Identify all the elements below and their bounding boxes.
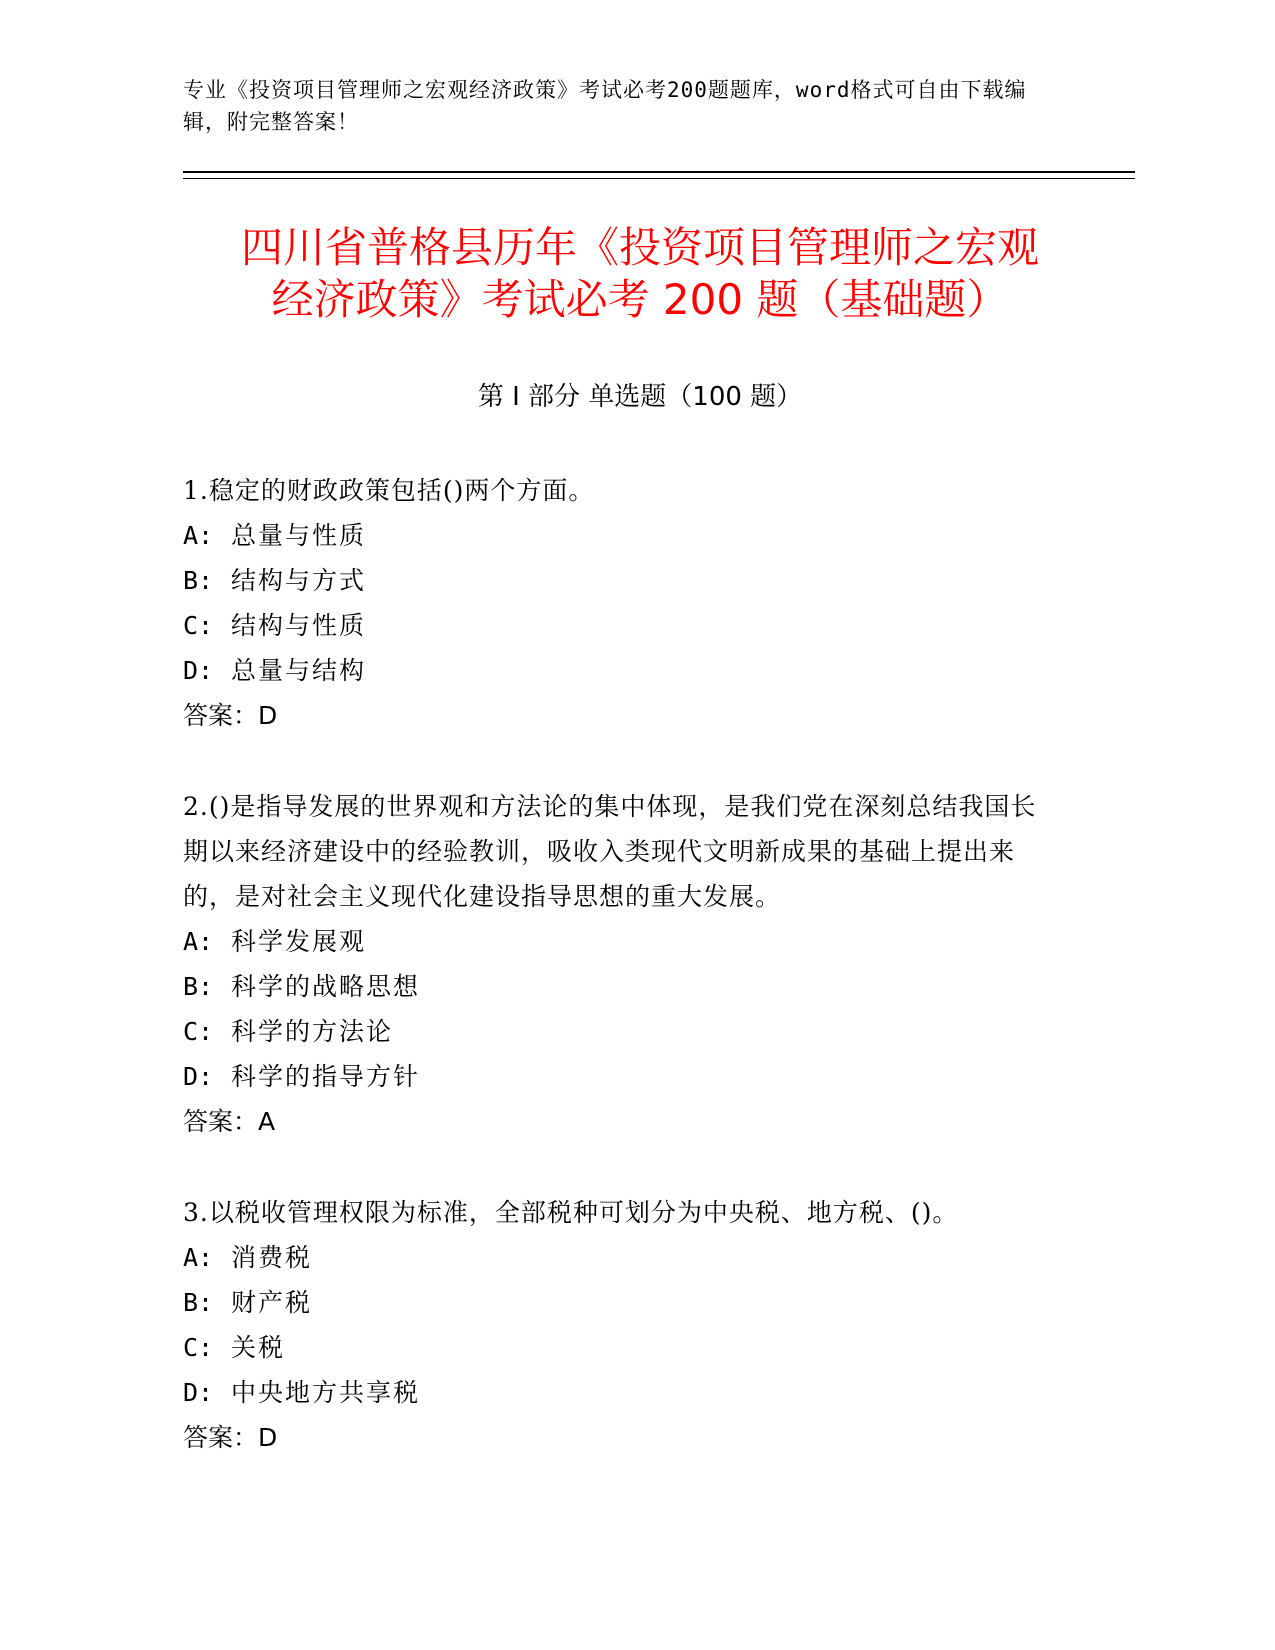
answer-line: 答案：A	[183, 1107, 276, 1136]
option-text: 科学发展观	[231, 927, 367, 956]
option-b	[183, 964, 1053, 1009]
option-text: 消费税	[231, 1243, 313, 1272]
document-title	[180, 222, 1100, 326]
option-letter: A:	[183, 1243, 214, 1272]
option-text: 关税	[231, 1333, 286, 1362]
option-letter: B:	[183, 972, 214, 1001]
option-text: 科学的方法论	[231, 1017, 394, 1046]
option-text: 总量与性质	[231, 521, 367, 550]
option-a	[183, 513, 1053, 558]
header-rule-thin	[183, 178, 1135, 179]
section-title: 第 I 部分 单选题（100 题）	[477, 382, 803, 412]
header-rule-thick	[183, 171, 1135, 173]
option-text: 科学的指导方针	[231, 1062, 421, 1091]
question-3	[183, 1190, 1053, 1460]
option-text: 总量与结构	[231, 656, 367, 685]
option-text: 结构与方式	[231, 566, 367, 595]
option-d	[183, 648, 1053, 693]
option-text: 财产税	[231, 1288, 313, 1317]
answer-line: 答案：D	[183, 1423, 278, 1452]
document-title-line-2: 经济政策》考试必考 200 题（基础题）	[271, 275, 1009, 324]
question-stem: 2.()是指导发展的世界观和方法论的集中体现，是我们党在深刻总结我国长期以来经济建设中的经验教训，吸收入类现代文明新成果的基础上提出来的，是对社会主义现代化建设指导思想的重大发展。	[183, 792, 1037, 911]
option-letter: C:	[183, 611, 214, 640]
option-letter: A:	[183, 927, 214, 956]
document-title-line-1: 四川省普格县历年《投资项目管理师之宏观	[240, 223, 1039, 272]
option-letter: D:	[183, 656, 214, 685]
option-c	[183, 603, 1053, 648]
question-1	[183, 468, 1053, 738]
option-letter: C:	[183, 1017, 214, 1046]
option-letter: C:	[183, 1333, 214, 1362]
option-c	[183, 1325, 1053, 1370]
option-text: 科学的战略思想	[231, 972, 421, 1001]
option-b	[183, 558, 1053, 603]
option-text: 结构与性质	[231, 611, 367, 640]
option-letter: A:	[183, 521, 214, 550]
answer-line: 答案：D	[183, 701, 278, 730]
header-note: 专业《投资项目管理师之宏观经济政策》考试必考200题题库，word格式可自由下载编辑，附完整答案！	[183, 78, 1027, 134]
question-2	[183, 784, 1053, 1144]
option-letter: D:	[183, 1062, 214, 1091]
option-letter: D:	[183, 1378, 214, 1407]
option-c	[183, 1009, 1053, 1054]
option-letter: B:	[183, 566, 214, 595]
option-d	[183, 1370, 1053, 1415]
question-stem: 3.以税收管理权限为标准，全部税种可划分为中央税、地方税、()。	[183, 1198, 959, 1227]
option-a	[183, 919, 1053, 964]
option-letter: B:	[183, 1288, 214, 1317]
option-a	[183, 1235, 1053, 1280]
option-d	[183, 1054, 1053, 1099]
option-text: 中央地方共享税	[231, 1378, 421, 1407]
option-b	[183, 1280, 1053, 1325]
question-stem: 1.稳定的财政政策包括()两个方面。	[183, 476, 595, 505]
